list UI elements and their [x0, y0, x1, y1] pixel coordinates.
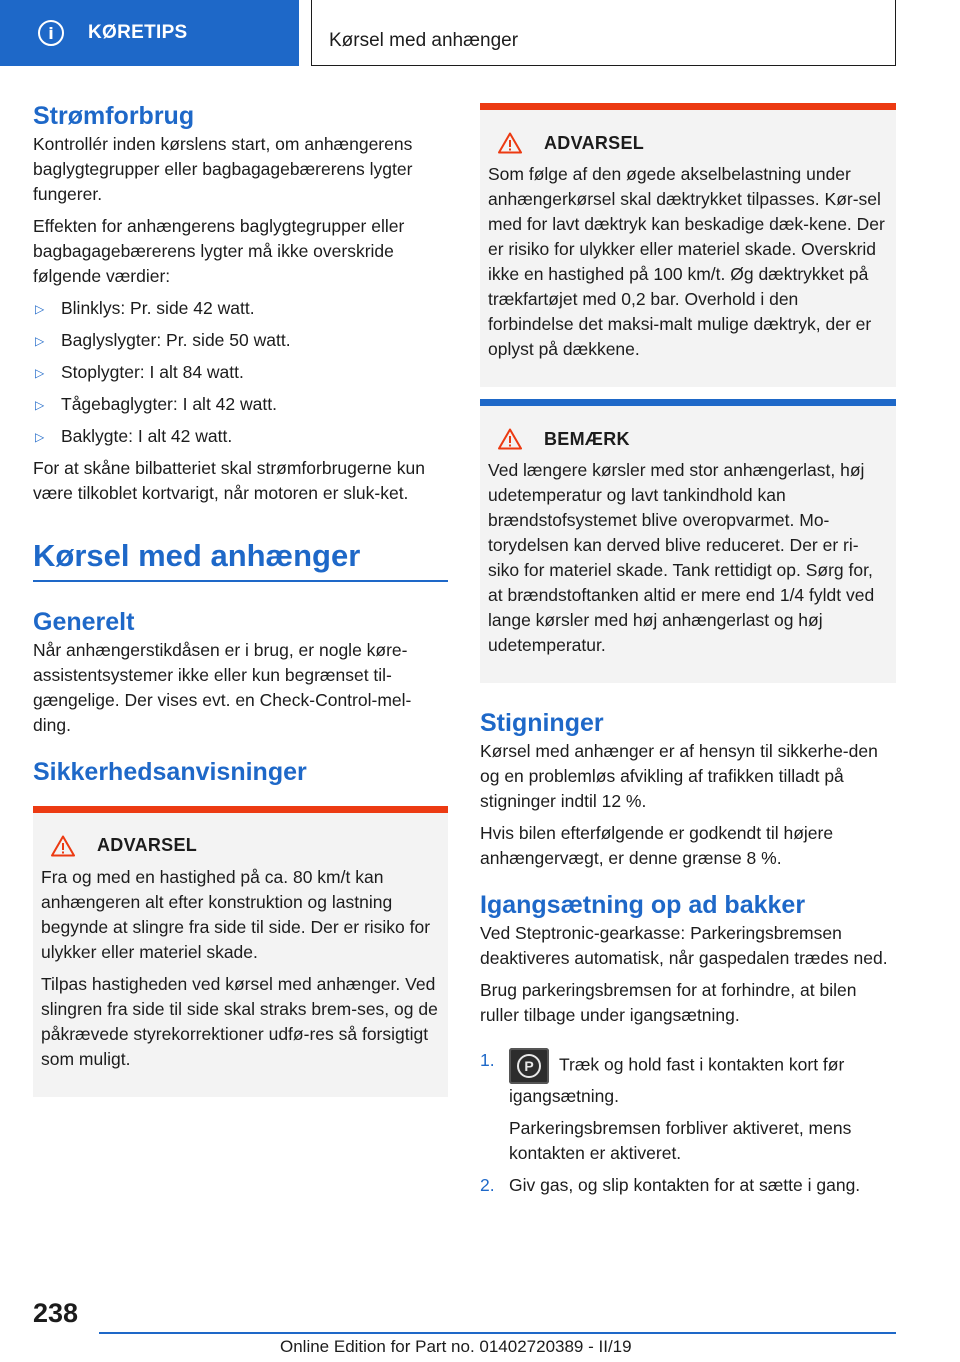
header-section-tab — [0, 0, 299, 66]
list-item-text: Stoplygter: I alt 84 watt. — [61, 362, 244, 382]
footer-rule — [99, 1332, 896, 1334]
steps-list — [480, 1048, 896, 1198]
step-subtext: Parkeringsbremsen forbliver aktiveret, mens kontakten er aktiveret. — [509, 1118, 852, 1163]
paragraph: Hvis bilen efterfølgende er godkendt til højere anhængervægt, er denne grænse 8 %. — [480, 823, 834, 868]
triangle-bullet-icon: ▷ — [35, 366, 45, 380]
warning-text: Tilpas hastigheden ved kørsel med anhænger. Ved slingren fra side til side skal straks brem‐ses, og de påkrævede styrekorrektioner udfø‐res så forsigtigt som muligt. — [41, 973, 438, 1069]
heading-rule — [33, 580, 448, 582]
triangle-bullet-icon: ▷ — [35, 430, 45, 444]
step-number: 1. — [480, 1050, 495, 1070]
note-text: Ved længere kørsler med stor anhængerlast, høj udetemperatur og lavt tankindhold kan brændstofsystemet blive overopvarmet. Mo‐torydelsen kan derved blive reduceret. Der er ri‐siko for materiel skade. Tank rettidigt op. Sørg for, at brændstoftanken altid er mere end 1/4 fyldt ved lange kørsler med høj anhængerlast og høj udetemperatur. — [488, 460, 875, 655]
heading-stromforbrug: Strømforbrug — [33, 102, 195, 130]
parking-brake-glyph: P — [517, 1054, 541, 1078]
note-header — [498, 428, 888, 450]
warning-text: Som følge af den øgede akselbelastning under anhængerkørsel skal dæktrykket tilpasses. Kør‐sel med for lavt dæktryk kan beskadige dæk‐kene. Der er risiko for ulykker eller materiel skade. Overskrid ikke en hastighed på 100 km/t. Øg dæktrykket på trækfartøjet med 0,2 bar. Overhold i den forbindelse det maksi‐malt mulige dæktryk, der er oplyst på dækkene. — [488, 164, 885, 359]
footer-edition: Online Edition for Part no. 01402720389 - II/19 — [280, 1337, 632, 1356]
triangle-bullet-icon: ▷ — [35, 398, 45, 412]
list-item-text: Baglyslygter: Pr. side 50 watt. — [61, 330, 291, 350]
step-text: Giv gas, og slip kontakten for at sætte i gang. — [509, 1175, 861, 1195]
note-title: BEMÆRK — [544, 428, 630, 449]
warning-header — [498, 132, 888, 154]
page-title: Kørsel med anhænger — [329, 30, 519, 51]
list-item — [33, 296, 448, 321]
warning-header — [51, 835, 440, 857]
list-item — [33, 424, 448, 449]
paragraph: Når anhængerstikdåsen er i brug, er nogle køre‐assistentsystemer ikke eller kun begrænset til‐gængelige. Der vises evt. en Check-Control-mel‐ding. — [33, 639, 412, 735]
right-column — [480, 103, 896, 1205]
paragraph: Brug parkeringsbremsen for at forhindre, at bilen ruller tilbage under igangsætning. — [480, 980, 857, 1025]
heading-sikkerhedsanvisninger: Sikkerhedsanvisninger — [33, 757, 307, 786]
wattage-list — [33, 296, 448, 449]
list-item-text: Baklygte: I alt 42 watt. — [61, 426, 233, 446]
paragraph: Effekten for anhængerens baglygtegrupper eller bagbagagebærerens lygter må ikke overskride følgende værdier: — [33, 216, 405, 286]
list-item — [33, 392, 448, 417]
info-icon: i — [38, 20, 64, 46]
step-number: 2. — [480, 1175, 495, 1195]
triangle-bullet-icon: ▷ — [35, 334, 45, 348]
note-box — [480, 399, 896, 683]
heading-korsel-med-anhaenger: Kørsel med anhænger — [33, 538, 361, 573]
heading-igangsaetning: Igangsætning op ad bakker — [480, 891, 806, 919]
header-title-box — [311, 0, 896, 66]
list-item — [33, 360, 448, 385]
warning-triangle-icon — [498, 132, 522, 154]
heading-generelt: Generelt — [33, 607, 135, 636]
caution-triangle-icon — [498, 428, 522, 450]
paragraph: Ved Steptronic-gearkasse: Parkeringsbremsen deaktiveres automatisk, når gaspedalen trædes ned. — [480, 923, 888, 968]
warning-triangle-icon — [51, 835, 75, 857]
list-item — [33, 328, 448, 353]
warning-text: Fra og med en hastighed på ca. 80 km/t kan anhængeren alt efter konstruktion og lastning begynde at slingre fra side til side. Der er risiko for ulykker eller materiel skade. — [41, 866, 431, 962]
section-label: KØRETIPS — [88, 22, 188, 43]
warning-title: ADVARSEL — [544, 132, 645, 153]
step-text: Træk og hold fast i kontakten kort før igangsætning. — [509, 1054, 845, 1106]
step-item — [480, 1173, 896, 1198]
heading-stigninger: Stigninger — [480, 709, 604, 737]
paragraph: Kørsel med anhænger er af hensyn til sikkerhe‐den og en problemløs afvikling af trafikken tilladt på stigninger indtil 12 %. — [480, 741, 878, 811]
triangle-bullet-icon: ▷ — [35, 302, 45, 316]
paragraph: For at skåne bilbatteriet skal strømforbrugerne kun være tilkoblet kortvarigt, når motoren er sluk‐ket. — [33, 458, 425, 503]
warning-box — [480, 103, 896, 387]
list-item-text: Tågebaglygter: I alt 42 watt. — [61, 394, 277, 414]
step-item — [480, 1048, 896, 1166]
paragraph: Kontrollér inden kørslens start, om anhængerens baglygtegrupper eller bagbagagebærerens lygter fungerer. — [33, 134, 413, 204]
list-item-text: Blinklys: Pr. side 42 watt. — [61, 298, 255, 318]
parking-brake-button-icon — [509, 1048, 549, 1084]
warning-title: ADVARSEL — [97, 835, 198, 855]
warning-box — [33, 806, 448, 1097]
page-number: 238 — [33, 1298, 79, 1328]
left-column — [33, 100, 448, 1097]
